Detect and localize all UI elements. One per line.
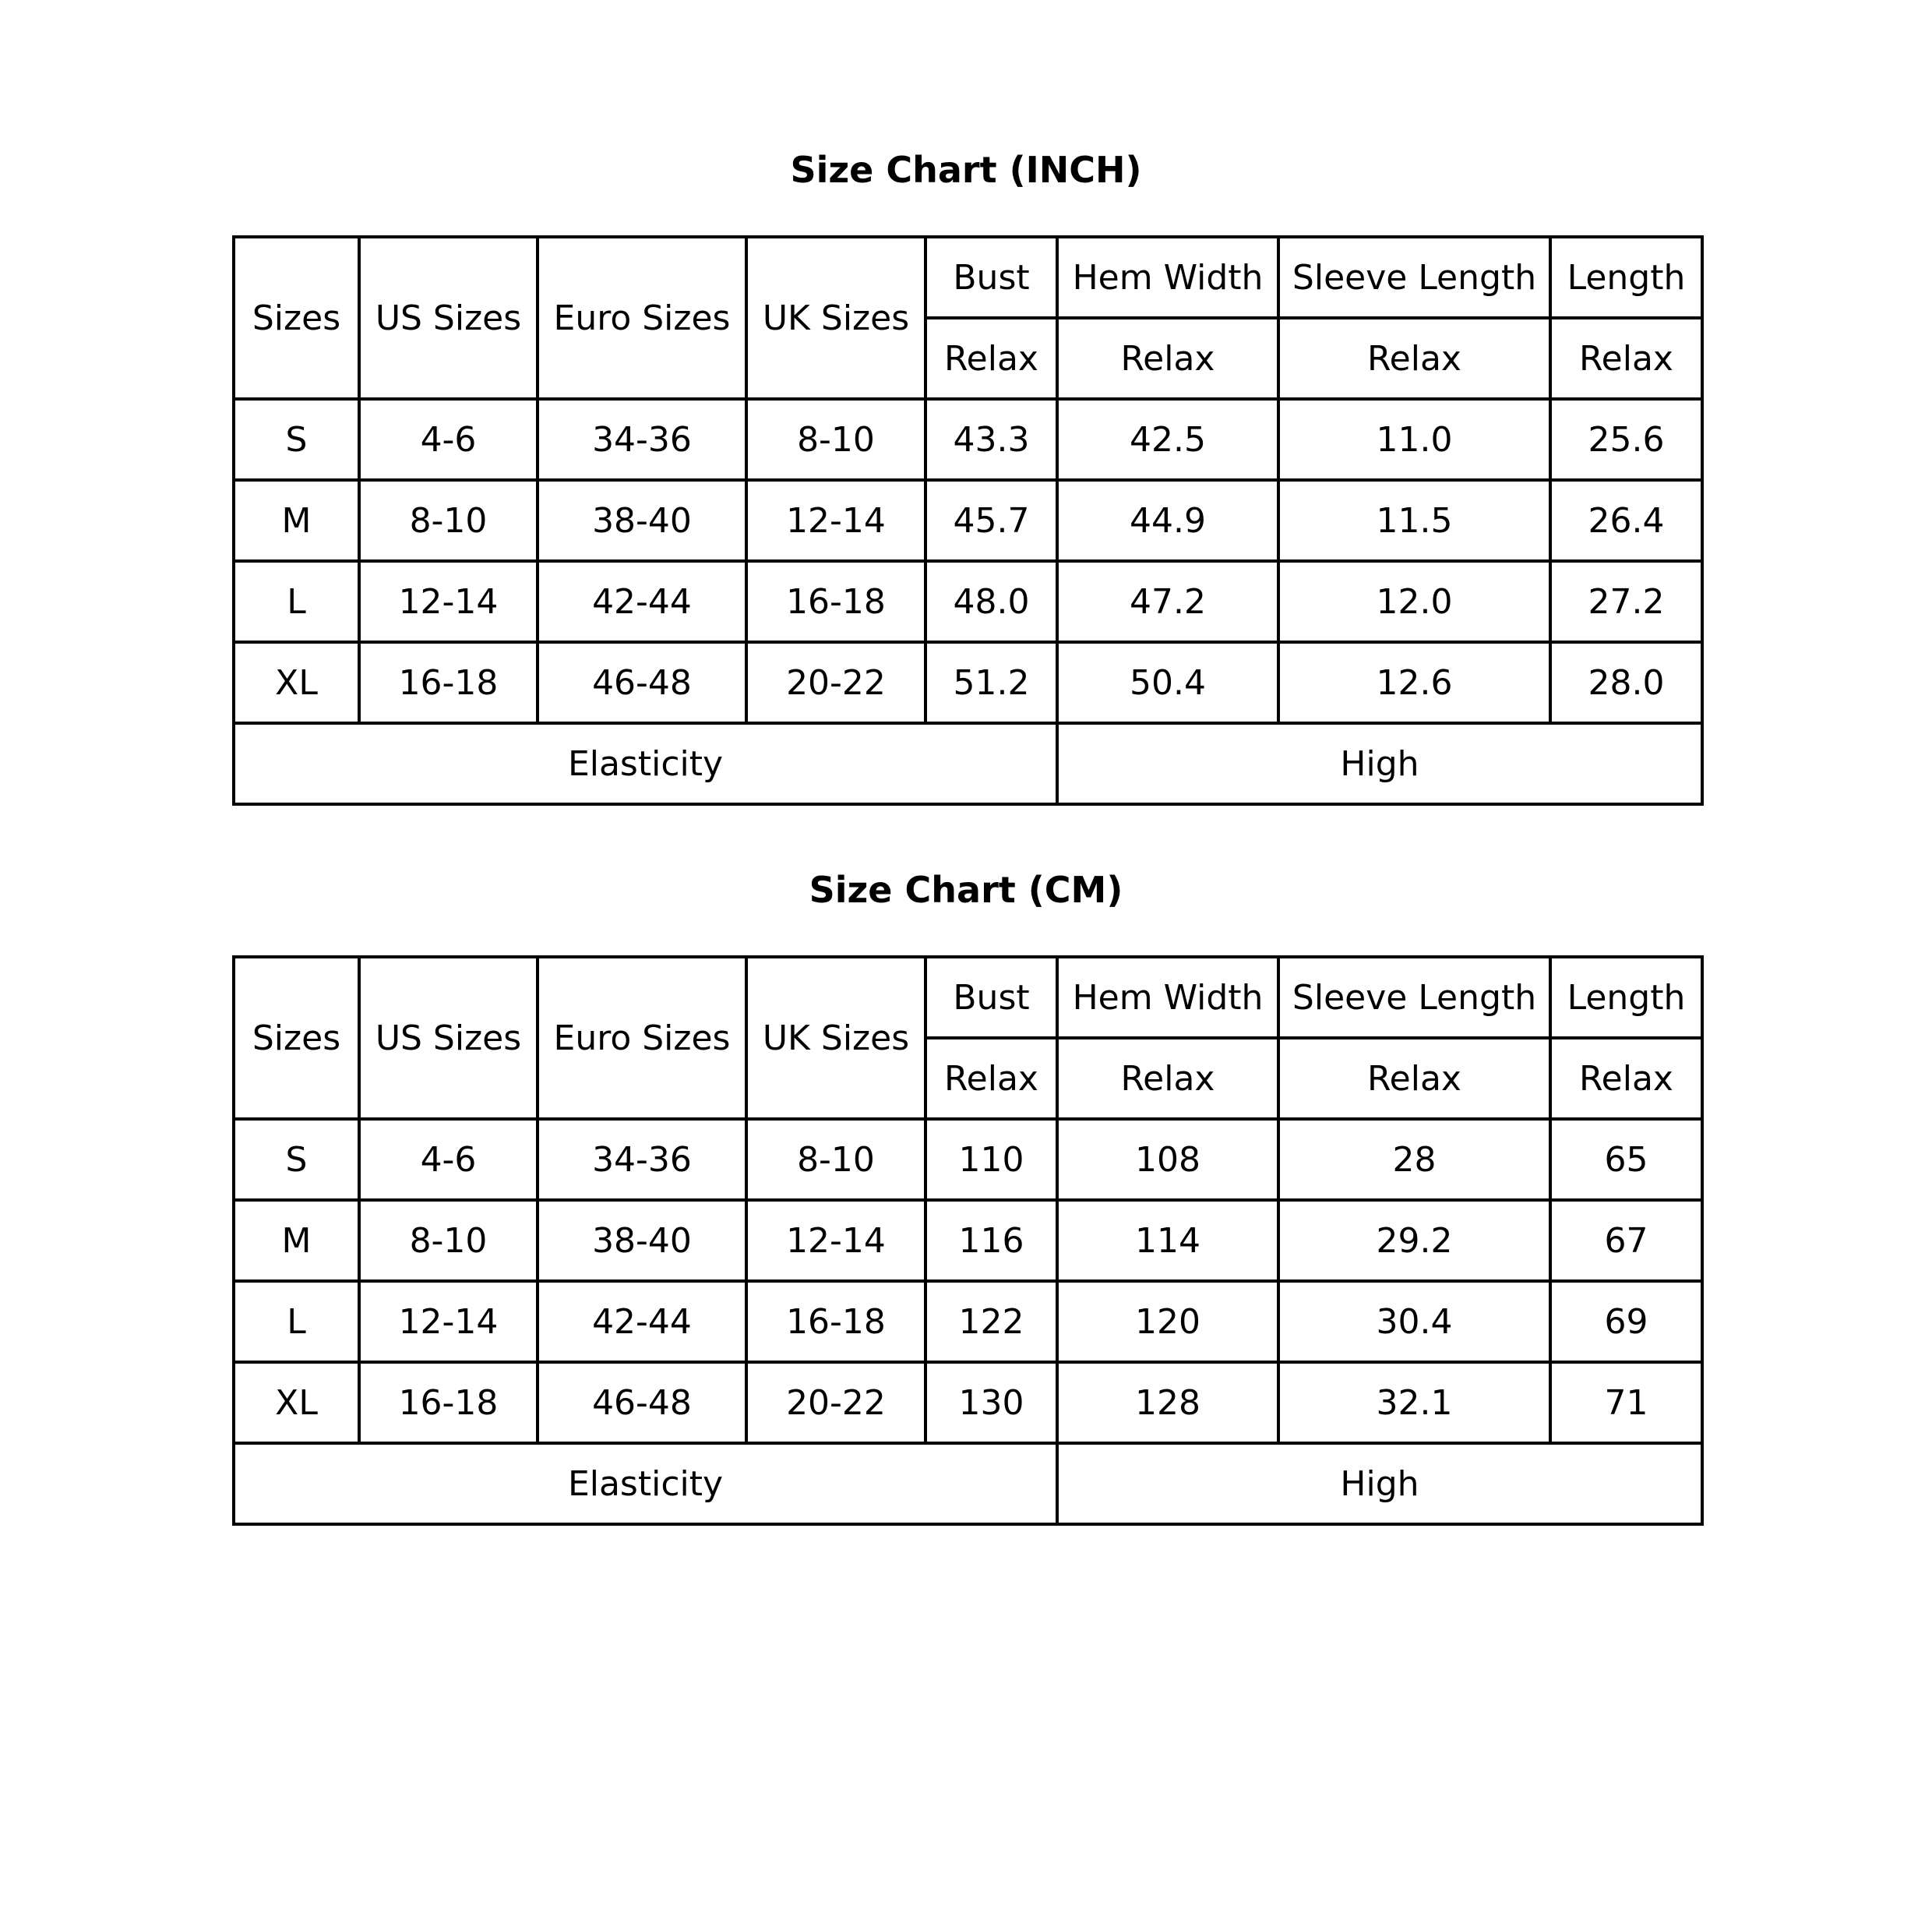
cell-us: 16-18 [359, 642, 538, 723]
subheader-relax: Relax [1057, 318, 1278, 399]
cell-hem-width: 44.9 [1057, 480, 1278, 561]
header-row [234, 957, 1702, 1038]
table-row [234, 1119, 1702, 1200]
header-sizes: Sizes [234, 957, 359, 1119]
subheader-relax: Relax [1057, 1038, 1278, 1119]
cell-length: 26.4 [1550, 480, 1702, 561]
cell-uk: 8-10 [746, 1119, 925, 1200]
cell-hem-width: 47.2 [1057, 561, 1278, 642]
cell-us: 12-14 [359, 561, 538, 642]
cell-us: 4-6 [359, 399, 538, 480]
cell-length: 25.6 [1550, 399, 1702, 480]
header-euro-sizes: Euro Sizes [538, 957, 746, 1119]
cell-sleeve-length: 32.1 [1278, 1362, 1550, 1443]
cell-uk: 12-14 [746, 1200, 925, 1281]
table-row [234, 642, 1702, 723]
header-sleeve-length: Sleeve Length [1278, 237, 1550, 318]
subheader-relax: Relax [925, 1038, 1057, 1119]
cell-size: L [234, 561, 359, 642]
header-row [234, 237, 1702, 318]
cell-size: S [234, 399, 359, 480]
cm-size-table [232, 955, 1704, 1526]
cell-sleeve-length: 29.2 [1278, 1200, 1550, 1281]
cell-euro: 38-40 [538, 480, 746, 561]
cell-sleeve-length: 11.0 [1278, 399, 1550, 480]
cell-uk: 12-14 [746, 480, 925, 561]
cell-euro: 34-36 [538, 1119, 746, 1200]
cell-size: S [234, 1119, 359, 1200]
header-euro-sizes: Euro Sizes [538, 237, 746, 399]
header-hem-width: Hem Width [1057, 237, 1278, 318]
cell-bust: 43.3 [925, 399, 1057, 480]
cell-length: 65 [1550, 1119, 1702, 1200]
elasticity-label: Elasticity [234, 1443, 1057, 1524]
subheader-relax: Relax [925, 318, 1057, 399]
cell-us: 12-14 [359, 1281, 538, 1362]
cell-uk: 16-18 [746, 561, 925, 642]
cell-length: 27.2 [1550, 561, 1702, 642]
cell-bust: 122 [925, 1281, 1057, 1362]
header-length: Length [1550, 237, 1702, 318]
cell-bust: 45.7 [925, 480, 1057, 561]
cell-length: 28.0 [1550, 642, 1702, 723]
cell-bust: 51.2 [925, 642, 1057, 723]
cell-hem-width: 50.4 [1057, 642, 1278, 723]
cell-uk: 8-10 [746, 399, 925, 480]
cell-hem-width: 108 [1057, 1119, 1278, 1200]
cell-length: 69 [1550, 1281, 1702, 1362]
cell-euro: 46-48 [538, 642, 746, 723]
cell-length: 67 [1550, 1200, 1702, 1281]
cell-sleeve-length: 28 [1278, 1119, 1550, 1200]
header-us-sizes: US Sizes [359, 237, 538, 399]
cell-length: 71 [1550, 1362, 1702, 1443]
subheader-relax: Relax [1550, 318, 1702, 399]
cell-hem-width: 128 [1057, 1362, 1278, 1443]
elasticity-value: High [1057, 723, 1702, 804]
cell-uk: 16-18 [746, 1281, 925, 1362]
cell-sleeve-length: 11.5 [1278, 480, 1550, 561]
cell-bust: 130 [925, 1362, 1057, 1443]
cm-chart-title: Size Chart (CM) [809, 869, 1123, 911]
inch-chart-title: Size Chart (INCH) [790, 149, 1142, 191]
cell-sleeve-length: 12.6 [1278, 642, 1550, 723]
cell-sleeve-length: 30.4 [1278, 1281, 1550, 1362]
elasticity-value: High [1057, 1443, 1702, 1524]
footer-row [234, 723, 1702, 804]
cell-bust: 48.0 [925, 561, 1057, 642]
cell-size: M [234, 480, 359, 561]
table-row [234, 399, 1702, 480]
header-bust: Bust [925, 237, 1057, 318]
cell-euro: 42-44 [538, 561, 746, 642]
subheader-relax: Relax [1550, 1038, 1702, 1119]
table-row [234, 1200, 1702, 1281]
header-sleeve-length: Sleeve Length [1278, 957, 1550, 1038]
cell-us: 4-6 [359, 1119, 538, 1200]
cell-bust: 110 [925, 1119, 1057, 1200]
cell-size: XL [234, 1362, 359, 1443]
header-uk-sizes: UK Sizes [746, 957, 925, 1119]
subheader-relax: Relax [1278, 318, 1550, 399]
subheader-relax: Relax [1278, 1038, 1550, 1119]
footer-row [234, 1443, 1702, 1524]
cell-hem-width: 42.5 [1057, 399, 1278, 480]
cell-size: XL [234, 642, 359, 723]
cell-euro: 34-36 [538, 399, 746, 480]
cell-us: 8-10 [359, 480, 538, 561]
table-row [234, 561, 1702, 642]
cell-hem-width: 120 [1057, 1281, 1278, 1362]
cell-euro: 46-48 [538, 1362, 746, 1443]
header-sizes: Sizes [234, 237, 359, 399]
header-hem-width: Hem Width [1057, 957, 1278, 1038]
header-us-sizes: US Sizes [359, 957, 538, 1119]
cell-sleeve-length: 12.0 [1278, 561, 1550, 642]
table-row [234, 1281, 1702, 1362]
header-uk-sizes: UK Sizes [746, 237, 925, 399]
cell-hem-width: 114 [1057, 1200, 1278, 1281]
table-row [234, 480, 1702, 561]
cell-bust: 116 [925, 1200, 1057, 1281]
header-length: Length [1550, 957, 1702, 1038]
header-bust: Bust [925, 957, 1057, 1038]
cell-uk: 20-22 [746, 1362, 925, 1443]
cell-size: M [234, 1200, 359, 1281]
cell-euro: 42-44 [538, 1281, 746, 1362]
cell-euro: 38-40 [538, 1200, 746, 1281]
inch-size-table [232, 235, 1704, 806]
cell-uk: 20-22 [746, 642, 925, 723]
elasticity-label: Elasticity [234, 723, 1057, 804]
table-row [234, 1362, 1702, 1443]
cell-size: L [234, 1281, 359, 1362]
cell-us: 8-10 [359, 1200, 538, 1281]
cell-us: 16-18 [359, 1362, 538, 1443]
